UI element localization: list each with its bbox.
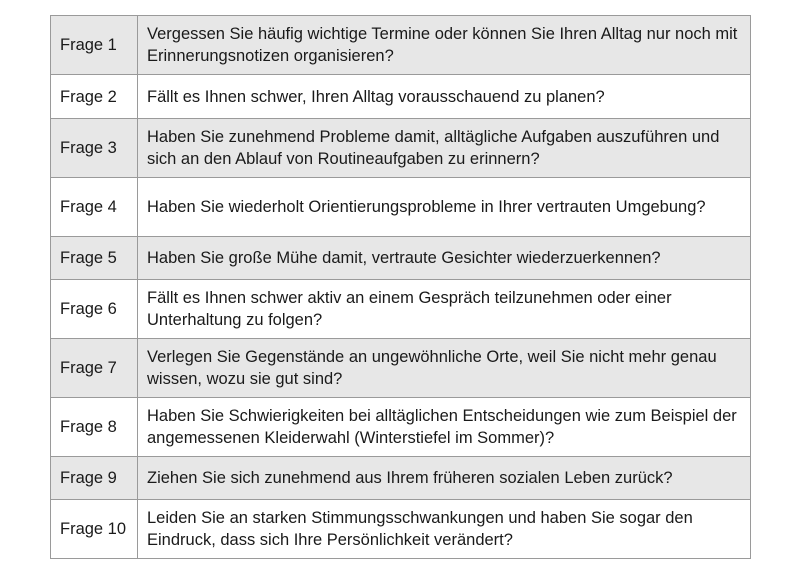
question-label: Frage 4 xyxy=(51,178,138,237)
question-text: Fällt es Ihnen schwer, Ihren Alltag vorausschauend zu planen? xyxy=(138,75,751,119)
question-label: Frage 6 xyxy=(51,280,138,339)
question-label: Frage 7 xyxy=(51,339,138,398)
question-text: Vergessen Sie häufig wichtige Termine oder können Sie Ihren Alltag nur noch mit Erinnerungsnotizen organisieren? xyxy=(138,16,751,75)
table-row xyxy=(51,178,751,237)
question-text: Haben Sie wiederholt Orientierungsprobleme in Ihrer vertrauten Umgebung? xyxy=(138,178,751,237)
questions-table xyxy=(50,15,751,559)
table-row xyxy=(51,500,751,559)
question-text: Leiden Sie an starken Stimmungsschwankungen und haben Sie sogar den Eindruck, dass sich Ihre Persönlichkeit verändert? xyxy=(138,500,751,559)
question-text: Verlegen Sie Gegenstände an ungewöhnliche Orte, weil Sie nicht mehr genau wissen, wozu sie gut sind? xyxy=(138,339,751,398)
table-row xyxy=(51,280,751,339)
question-text: Fällt es Ihnen schwer aktiv an einem Gespräch teilzunehmen oder einer Unterhaltung zu folgen? xyxy=(138,280,751,339)
question-text: Haben Sie zunehmend Probleme damit, alltägliche Aufgaben auszuführen und sich an den Ablauf von Routineaufgaben zu erinnern? xyxy=(138,119,751,178)
question-text: Ziehen Sie sich zunehmend aus Ihrem früheren sozialen Leben zurück? xyxy=(138,457,751,500)
question-text: Haben Sie Schwierigkeiten bei alltäglichen Entscheidungen wie zum Beispiel der angemessenen Kleiderwahl (Winterstiefel im Sommer)? xyxy=(138,398,751,457)
table-row xyxy=(51,75,751,119)
table-row xyxy=(51,398,751,457)
table-row xyxy=(51,457,751,500)
question-label: Frage 10 xyxy=(51,500,138,559)
table-row xyxy=(51,16,751,75)
question-label: Frage 1 xyxy=(51,16,138,75)
question-label: Frage 5 xyxy=(51,237,138,280)
question-label: Frage 9 xyxy=(51,457,138,500)
question-label: Frage 2 xyxy=(51,75,138,119)
table-row xyxy=(51,119,751,178)
table-row xyxy=(51,339,751,398)
question-label: Frage 3 xyxy=(51,119,138,178)
question-text: Haben Sie große Mühe damit, vertraute Gesichter wiederzuerkennen? xyxy=(138,237,751,280)
question-label: Frage 8 xyxy=(51,398,138,457)
table-row xyxy=(51,237,751,280)
